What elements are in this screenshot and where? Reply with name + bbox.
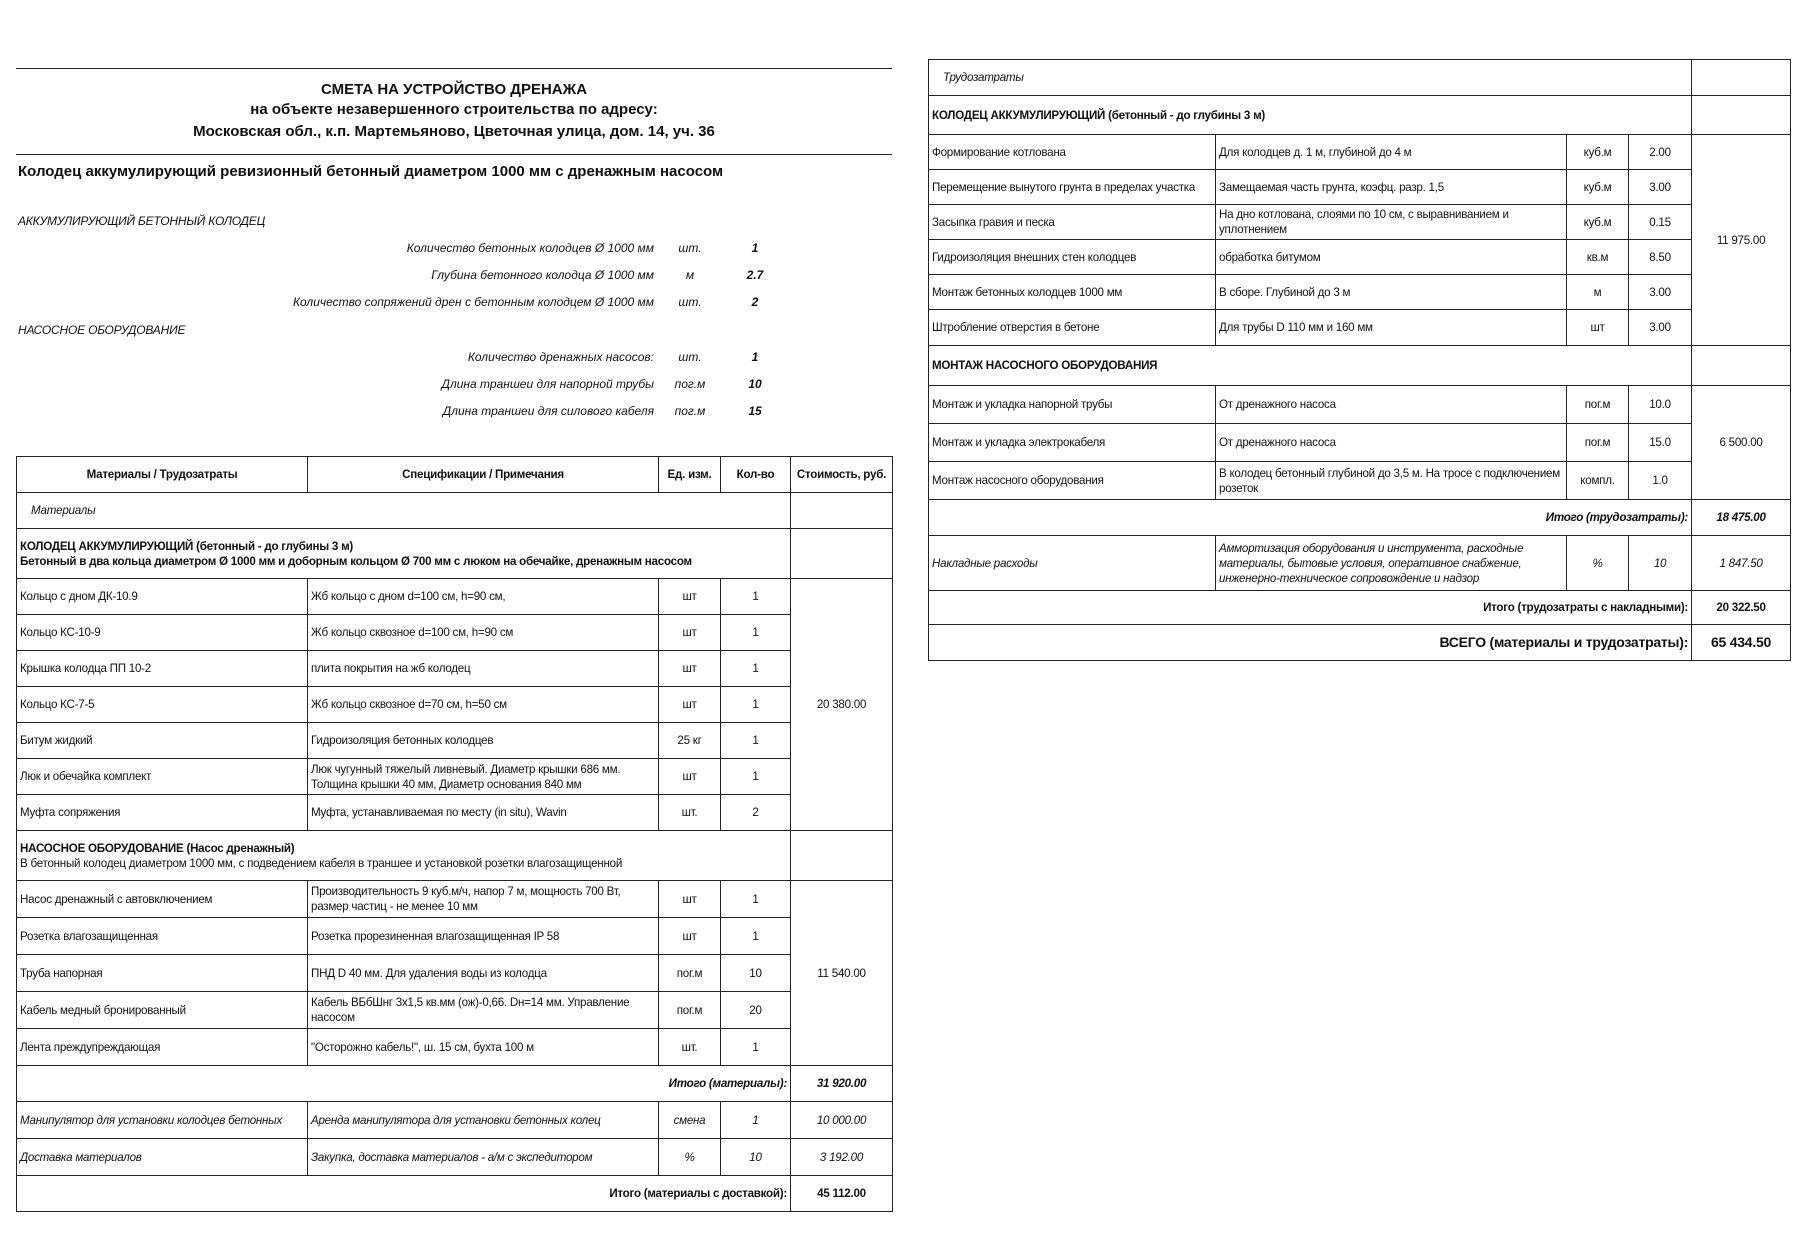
item-qty: 1 (721, 881, 791, 918)
table-row (17, 687, 893, 723)
param-value: 1 (751, 350, 759, 364)
table-row (17, 579, 893, 615)
table-row (17, 795, 893, 831)
table-row (929, 240, 1791, 275)
param-unit: шт. (678, 350, 702, 364)
table-row (17, 651, 893, 687)
item-name: Монтаж и укладка электрокабеля (929, 424, 1216, 462)
group-cost: 20 380.00 (791, 579, 893, 831)
item-unit: пог.м (1567, 386, 1629, 424)
item-spec: ПНД D 40 мм. Для удаления воды из колодца (308, 955, 659, 992)
table-row (17, 881, 893, 918)
item-qty: 1 (721, 687, 791, 723)
item-spec: "Осторожно кабель!", ш. 15 см, бухта 100 м (308, 1029, 659, 1066)
item-qty: 0.15 (1629, 205, 1692, 240)
item-qty: 3.00 (1629, 310, 1692, 346)
item-name: Лента преждупреждающая (17, 1029, 308, 1066)
total-row (17, 1176, 893, 1212)
item-qty: 1.0 (1629, 462, 1692, 500)
item-name: Кольцо КС-10-9 (17, 615, 308, 651)
materials-table (16, 456, 893, 1212)
subtotal-label: Итого (трудозатраты): (929, 500, 1692, 536)
total-label: Итого (трудозатраты с накладными): (929, 591, 1692, 625)
table-row (17, 615, 893, 651)
item-qty: 20 (721, 992, 791, 1029)
table-row (929, 424, 1791, 462)
group-cost: 11 975.00 (1692, 135, 1791, 346)
item-spec: На дно котлована, слоями по 10 см, с выравниванием и уплотнением (1216, 205, 1567, 240)
subtotal-value: 31 920.00 (791, 1066, 893, 1102)
subtotal-row (17, 1066, 893, 1102)
item-unit: пог.м (659, 955, 721, 992)
item-name: Кольцо КС-7-5 (17, 687, 308, 723)
item-spec: плита покрытия на жб колодец (308, 651, 659, 687)
item-qty: 10.0 (1629, 386, 1692, 424)
param-label: Количество дренажных насосов: (467, 350, 654, 364)
item-spec: От дренажного насоса (1216, 424, 1567, 462)
empty-cell (1692, 346, 1791, 386)
table-row (17, 723, 893, 759)
item-unit: куб.м (1567, 135, 1629, 170)
item-qty: 1 (721, 1102, 791, 1139)
item-spec: Для трубы D 110 мм и 160 мм (1216, 310, 1567, 346)
item-qty: 8.50 (1629, 240, 1692, 275)
item-unit: шт (659, 918, 721, 955)
item-qty: 1 (721, 1029, 791, 1066)
header-bottom-rule (16, 154, 892, 155)
group-header (17, 831, 791, 881)
group-title: НАСОСНОЕ ОБОРУДОВАНИЕ (Насос дренажный) (20, 841, 295, 855)
item-qty: 1 (721, 615, 791, 651)
column-header: Кол-во (721, 457, 791, 493)
param-value: 1 (751, 241, 759, 255)
group-header-row (929, 96, 1791, 135)
item-name: Кольцо с дном ДК-10.9 (17, 579, 308, 615)
param-label: Глубина бетонного колодца Ø 1000 мм (431, 268, 654, 282)
item-qty: 3.00 (1629, 170, 1692, 205)
table-row (17, 1102, 893, 1139)
item-spec: Аммортизация оборудования и инструмента, расходные материалы, бытовые условия, оперативное снабжение, инженерно-техническое сопровождение и надзор (1216, 536, 1567, 591)
item-name: Битум жидкий (17, 723, 308, 759)
total-label: Итого (материалы с доставкой): (17, 1176, 791, 1212)
group-title: МОНТАЖ НАСОСНОГО ОБОРУДОВАНИЯ (929, 346, 1692, 386)
item-spec: Для колодцев д. 1 м, глубиной до 4 м (1216, 135, 1567, 170)
item-qty: 15.0 (1629, 424, 1692, 462)
item-unit: шт (1567, 310, 1629, 346)
item-name: Кабель медный бронированный (17, 992, 308, 1029)
item-name: Монтаж насосного оборудования (929, 462, 1216, 500)
param-unit: шт. (678, 295, 702, 309)
grand-total-label: ВСЕГО (материалы и трудозатраты): (929, 625, 1692, 661)
table-row (17, 992, 893, 1029)
item-qty: 1 (721, 918, 791, 955)
item-qty: 2 (721, 795, 791, 831)
section-row (17, 493, 893, 529)
table-row (17, 918, 893, 955)
item-name: Монтаж и укладка напорной трубы (929, 386, 1216, 424)
table-row (17, 955, 893, 992)
empty-cell (791, 529, 893, 579)
document-title: СМЕТА НА УСТРОЙСТВО ДРЕНАЖА (320, 81, 588, 98)
item-cost: 3 192.00 (791, 1139, 893, 1176)
param-value: 10 (748, 377, 762, 391)
item-qty: 3.00 (1629, 275, 1692, 310)
item-name: Формирование котлована (929, 135, 1216, 170)
param-unit: м (685, 268, 695, 282)
table-row (929, 205, 1791, 240)
table-row (17, 1139, 893, 1176)
item-spec: Закупка, доставка материалов - а/м с экспедитором (308, 1139, 659, 1176)
group-cost: 11 540.00 (791, 881, 893, 1066)
group-title: КОЛОДЕЦ АККУМУЛИРУЮЩИЙ (бетонный - до глубины 3 м) (929, 96, 1692, 135)
item-unit: шт. (659, 1029, 721, 1066)
item-unit: кв.м (1567, 240, 1629, 275)
item-spec: Аренда манипулятора для установки бетонных колец (308, 1102, 659, 1139)
grand-total-row (929, 625, 1791, 661)
item-unit: шт (659, 651, 721, 687)
grand-total-value: 65 434.50 (1692, 625, 1791, 661)
group-header-row (17, 831, 893, 881)
group-header-row (17, 529, 893, 579)
overhead-row (929, 536, 1791, 591)
item-unit: куб.м (1567, 205, 1629, 240)
item-unit: шт (659, 687, 721, 723)
table-row (929, 310, 1791, 346)
item-name: Доставка материалов (17, 1139, 308, 1176)
item-unit: % (1567, 536, 1629, 591)
document-subtitle: Колодец аккумулирующий ревизионный бетонный диаметром 1000 мм с дренажным насосом (18, 163, 724, 180)
param-label: Длина траншеи для силового кабеля (442, 404, 654, 418)
item-name: Монтаж бетонных колодцев 1000 мм (929, 275, 1216, 310)
item-qty: 10 (721, 955, 791, 992)
table-row (929, 386, 1791, 424)
item-cost: 10 000.00 (791, 1102, 893, 1139)
empty-cell (1692, 96, 1791, 135)
param-label: Длина траншеи для напорной трубы (441, 377, 654, 391)
item-name: Манипулятор для установки колодцев бетонных (17, 1102, 308, 1139)
section-label: Трудозатраты (929, 60, 1692, 96)
document-address: Московская обл., к.п. Мартемьяново, Цветочная улица, дом. 14, уч. 36 (193, 123, 715, 140)
item-unit: пог.м (659, 992, 721, 1029)
empty-cell (791, 493, 893, 529)
item-spec: Кабель ВБбШнг 3х1,5 кв.мм (ож)-0,66. Dн=14 мм. Управление насосом (308, 992, 659, 1029)
item-qty: 10 (721, 1139, 791, 1176)
item-name: Гидроизоляция внешних стен колодцев (929, 240, 1216, 275)
total-value: 20 322.50 (1692, 591, 1791, 625)
table-row (929, 135, 1791, 170)
section-label: Материалы (17, 493, 791, 529)
column-header: Стоимость, руб. (791, 457, 893, 493)
item-spec: обработка битумом (1216, 240, 1567, 275)
item-unit: компл. (1567, 462, 1629, 500)
item-name: Перемещение вынутого грунта в пределах участка (929, 170, 1216, 205)
item-unit: 25 кг (659, 723, 721, 759)
table-row (17, 1029, 893, 1066)
table-row (929, 275, 1791, 310)
item-unit: шт (659, 579, 721, 615)
item-spec: Жб кольцо сквозное d=70 см, h=50 см (308, 687, 659, 723)
total-value: 45 112.00 (791, 1176, 893, 1212)
table-row (929, 170, 1791, 205)
group-header-row (929, 346, 1791, 386)
document-title-line2: на объекте незавершенного строительства по адресу: (250, 101, 658, 118)
item-name: Люк и обечайка комплект (17, 759, 308, 795)
item-spec: Замещаемая часть грунта, коэфц. разр. 1,5 (1216, 170, 1567, 205)
section-row (929, 60, 1791, 96)
item-name: Накладные расходы (929, 536, 1216, 591)
item-unit: шт (659, 881, 721, 918)
item-spec: Производительность 9 куб.м/ч, напор 7 м, мощность 700 Вт, размер частиц - не менее 10 мм (308, 881, 659, 918)
empty-cell (1692, 60, 1791, 96)
item-qty: 1 (721, 651, 791, 687)
param-value: 2 (751, 295, 759, 309)
item-unit: м (1567, 275, 1629, 310)
item-unit: пог.м (1567, 424, 1629, 462)
params-section1-caption: АККУМУЛИРУЮЩИЙ БЕТОННЫЙ КОЛОДЕЦ (18, 214, 266, 228)
item-unit: шт (659, 615, 721, 651)
item-spec: Гидроизоляция бетонных колодцев (308, 723, 659, 759)
param-label: Количество сопряжений дрен с бетонным колодцем Ø 1000 мм (292, 295, 654, 309)
item-unit: куб.м (1567, 170, 1629, 205)
item-qty: 10 (1629, 536, 1692, 591)
item-spec: В сборе. Глубиной до 3 м (1216, 275, 1567, 310)
column-header: Материалы / Трудозатраты (17, 457, 308, 493)
group-subtitle: Бетонный в два кольца диаметром Ø 1000 мм и доборным кольцом Ø 700 мм с люком на обечайке, дренажным насосом (20, 554, 692, 568)
item-qty: 1 (721, 579, 791, 615)
group-cost: 6 500.00 (1692, 386, 1791, 500)
subtotal-value: 18 475.00 (1692, 500, 1791, 536)
table-row (929, 462, 1791, 500)
param-unit: пог.м (674, 404, 706, 418)
item-spec: В колодец бетонный глубиной до 3,5 м. На тросе с подключением розеток (1216, 462, 1567, 500)
param-unit: шт. (678, 241, 702, 255)
column-header: Ед. изм. (659, 457, 721, 493)
item-unit: смена (659, 1102, 721, 1139)
group-header (17, 529, 791, 579)
item-spec: Муфта, устанавливаемая по месту (in situ), Wavin (308, 795, 659, 831)
item-spec: От дренажного насоса (1216, 386, 1567, 424)
item-spec: Жб кольцо с дном d=100 см, h=90 см, (308, 579, 659, 615)
param-value: 2.7 (746, 268, 764, 282)
item-name: Засыпка гравия и песка (929, 205, 1216, 240)
item-qty: 1 (721, 723, 791, 759)
labor-table (928, 59, 1791, 661)
item-unit: шт. (659, 795, 721, 831)
item-name: Насос дренажный с автовключением (17, 881, 308, 918)
item-name: Розетка влагозащищенная (17, 918, 308, 955)
empty-cell (791, 831, 893, 881)
item-name: Штробление отверстия в бетоне (929, 310, 1216, 346)
param-label: Количество бетонных колодцев Ø 1000 мм (406, 241, 654, 255)
item-spec: Розетка прорезиненная влагозащищенная IP 58 (308, 918, 659, 955)
total-row (929, 591, 1791, 625)
item-name: Муфта сопряжения (17, 795, 308, 831)
group-subtitle: В бетонный колодец диаметром 1000 мм, с подведением кабеля в траншее и установкой розетки влагозащищенной (20, 856, 623, 870)
item-qty: 1 (721, 759, 791, 795)
column-header: Спецификации / Примечания (308, 457, 659, 493)
header-top-rule (16, 68, 892, 69)
subtotal-row (929, 500, 1791, 536)
item-name: Крышка колодца ПП 10-2 (17, 651, 308, 687)
table-header-row (17, 457, 893, 493)
param-value: 15 (748, 404, 762, 418)
table-row (17, 759, 893, 795)
item-spec: Жб кольцо сквозное d=100 см, h=90 см (308, 615, 659, 651)
subtotal-label: Итого (материалы): (17, 1066, 791, 1102)
item-qty: 2.00 (1629, 135, 1692, 170)
group-title: КОЛОДЕЦ АККУМУЛИРУЮЩИЙ (бетонный - до глубины 3 м) (20, 539, 354, 553)
item-cost: 1 847.50 (1692, 536, 1791, 591)
item-unit: % (659, 1139, 721, 1176)
item-name: Труба напорная (17, 955, 308, 992)
item-unit: шт (659, 759, 721, 795)
params-section2-caption: НАСОСНОЕ ОБОРУДОВАНИЕ (18, 323, 186, 337)
item-spec: Люк чугунный тяжелый ливневый. Диаметр крышки 686 мм. Толщина крышки 40 мм, Диаметр основания 840 мм (308, 759, 659, 795)
param-unit: пог.м (674, 377, 706, 391)
